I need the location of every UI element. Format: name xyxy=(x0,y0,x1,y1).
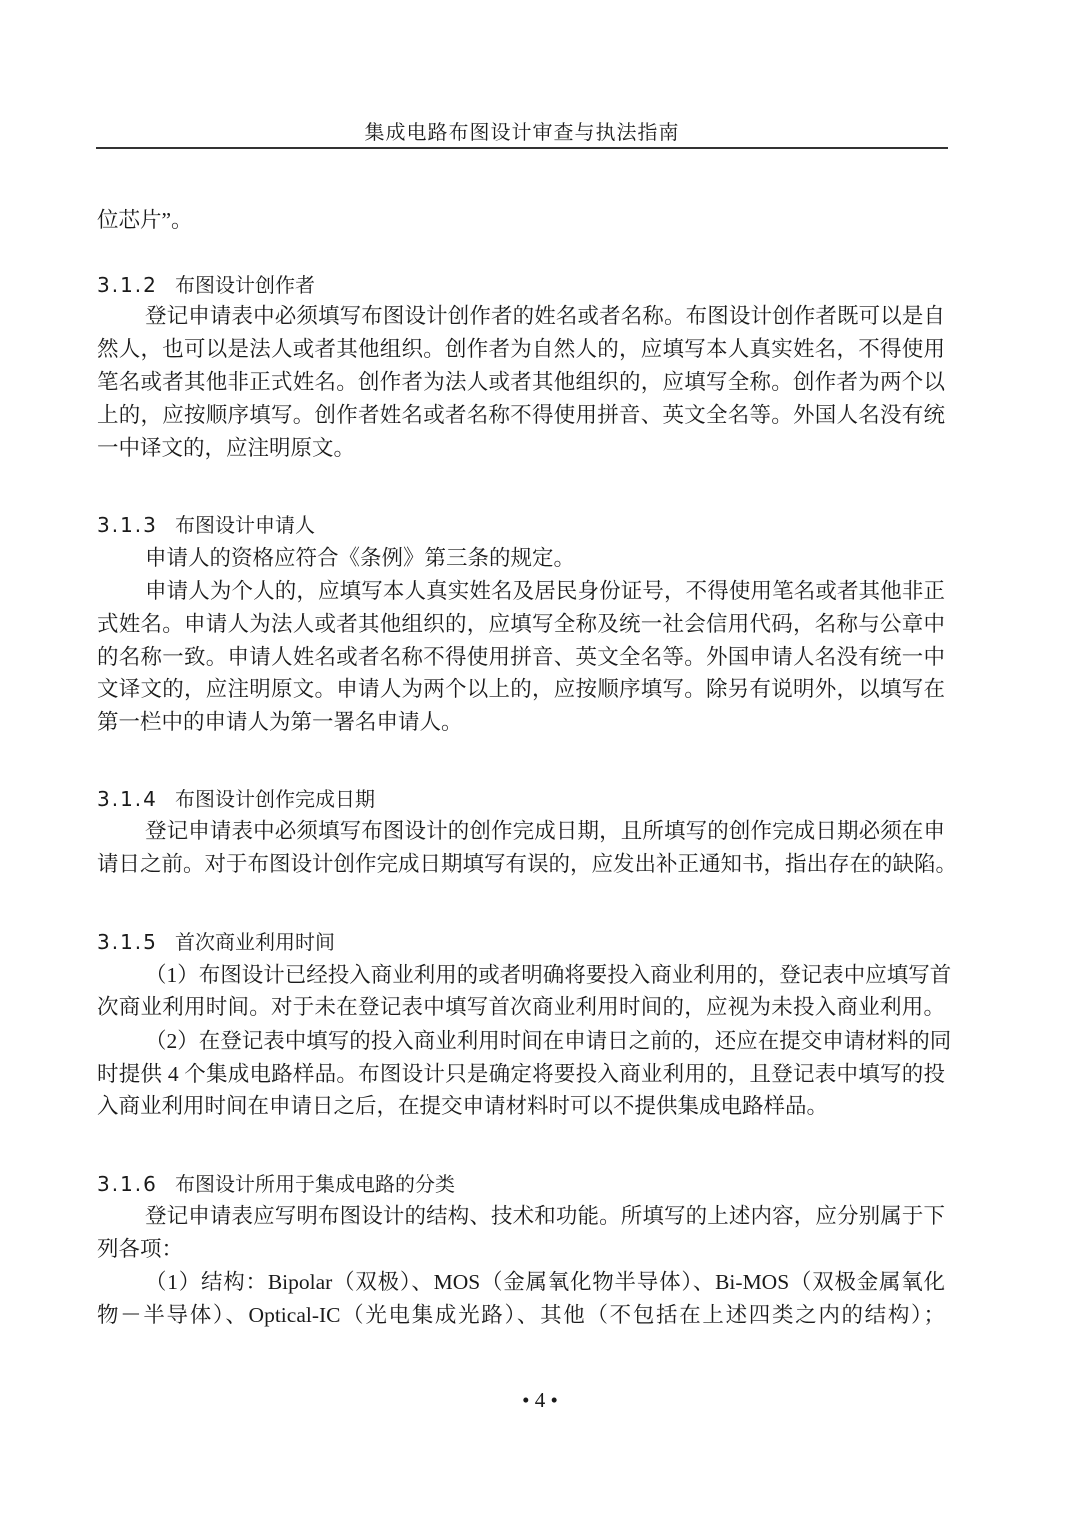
section-heading xyxy=(97,1169,455,1199)
body-text-line: 式姓名。申请人为法人或者其他组织的，应填写全称及统一社会信用代码，名称与公章中 xyxy=(97,612,945,636)
body-text-line: 申请人的资格应符合《条例》第三条的规定。 xyxy=(145,546,576,570)
body-text-line: （1）布图设计已经投入商业利用的或者明确将要投入商业利用的，登记表中应填写首 xyxy=(145,963,952,987)
header-rule xyxy=(96,147,948,149)
section-title: 布图设计创作完成日期 xyxy=(175,787,375,811)
body-text-line: 然人，也可以是法人或者其他组织。创作者为自然人的，应填写本人真实姓名，不得使用 xyxy=(97,337,945,361)
section-number: 3.1.2 xyxy=(97,273,158,297)
section-heading xyxy=(97,927,335,957)
body-text-line: 申请人为个人的，应填写本人真实姓名及居民身份证号，不得使用笔名或者其他非正 xyxy=(145,579,945,603)
section-number: 3.1.4 xyxy=(97,787,158,811)
body-text-line: 登记申请表中必须填写布图设计创作者的姓名或者名称。布图设计创作者既可以是自 xyxy=(145,304,945,328)
page-number: • 4 • xyxy=(522,1388,558,1412)
body-text-line: 上的，应按顺序填写。创作者姓名或者名称不得使用拼音、英文全名等。外国人名没有统 xyxy=(97,403,945,427)
section-title: 布图设计所用于集成电路的分类 xyxy=(175,1172,455,1196)
running-header: 集成电路布图设计审查与执法指南 xyxy=(364,122,680,144)
body-text-line: 列各项： xyxy=(97,1237,184,1261)
body-text-line: 物－半导体）、Optical-IC（光电集成光路）、其他（不包括在上述四类之内的结构）； xyxy=(97,1303,945,1327)
section-heading xyxy=(97,510,315,540)
body-text-line: 的名称一致。申请人姓名或者名称不得使用拼音、英文全名等。外国申请人名没有统一中 xyxy=(97,645,945,669)
body-text-line: 请日之前。对于布图设计创作完成日期填写有误的，应发出补正通知书，指出存在的缺陷。 xyxy=(97,852,958,876)
section-number: 3.1.3 xyxy=(97,513,158,537)
section-title: 布图设计创作者 xyxy=(175,273,315,297)
body-text-line: 文译文的，应注明原文。申请人为两个以上的，应按顺序填写。除另有说明外，以填写在 xyxy=(97,677,945,701)
section-title: 布图设计申请人 xyxy=(175,513,315,537)
body-text-line: 笔名或者其他非正式姓名。创作者为法人或者其他组织的，应填写全称。创作者为两个以 xyxy=(97,370,945,394)
body-text-line: （2）在登记表中填写的投入商业利用时间在申请日之前的，还应在提交申请材料的同 xyxy=(145,1029,952,1053)
body-text-line: 入商业利用时间在申请日之后，在提交申请材料时可以不提供集成电路样品。 xyxy=(97,1094,829,1118)
body-text-line: 登记申请表中必须填写布图设计的创作完成日期，且所填写的创作完成日期必须在申 xyxy=(145,819,945,843)
body-text-line: （1）结构：Bipolar（双极）、MOS（金属氧化物半导体）、Bi-MOS（双极金属氧化 xyxy=(145,1270,945,1294)
body-text-line: 时提供 4 个集成电路样品。布图设计只是确定将要投入商业利用的，且登记表中填写的投 xyxy=(97,1062,945,1086)
body-text-line: 登记申请表应写明布图设计的结构、技术和功能。所填写的上述内容，应分别属于下 xyxy=(145,1204,945,1228)
body-text-line: 一中译文的，应注明原文。 xyxy=(97,436,356,460)
section-number: 3.1.6 xyxy=(97,1172,158,1196)
section-heading xyxy=(97,784,375,814)
continuation-line: 位芯片”。 xyxy=(97,208,193,232)
body-text-line: 次商业利用时间。对于未在登记表中填写首次商业利用时间的，应视为未投入商业利用。 xyxy=(97,995,945,1019)
section-number: 3.1.5 xyxy=(97,930,158,954)
section-title: 首次商业利用时间 xyxy=(175,930,335,954)
section-heading xyxy=(97,270,315,300)
body-text-line: 第一栏中的申请人为第一署名申请人。 xyxy=(97,710,463,734)
